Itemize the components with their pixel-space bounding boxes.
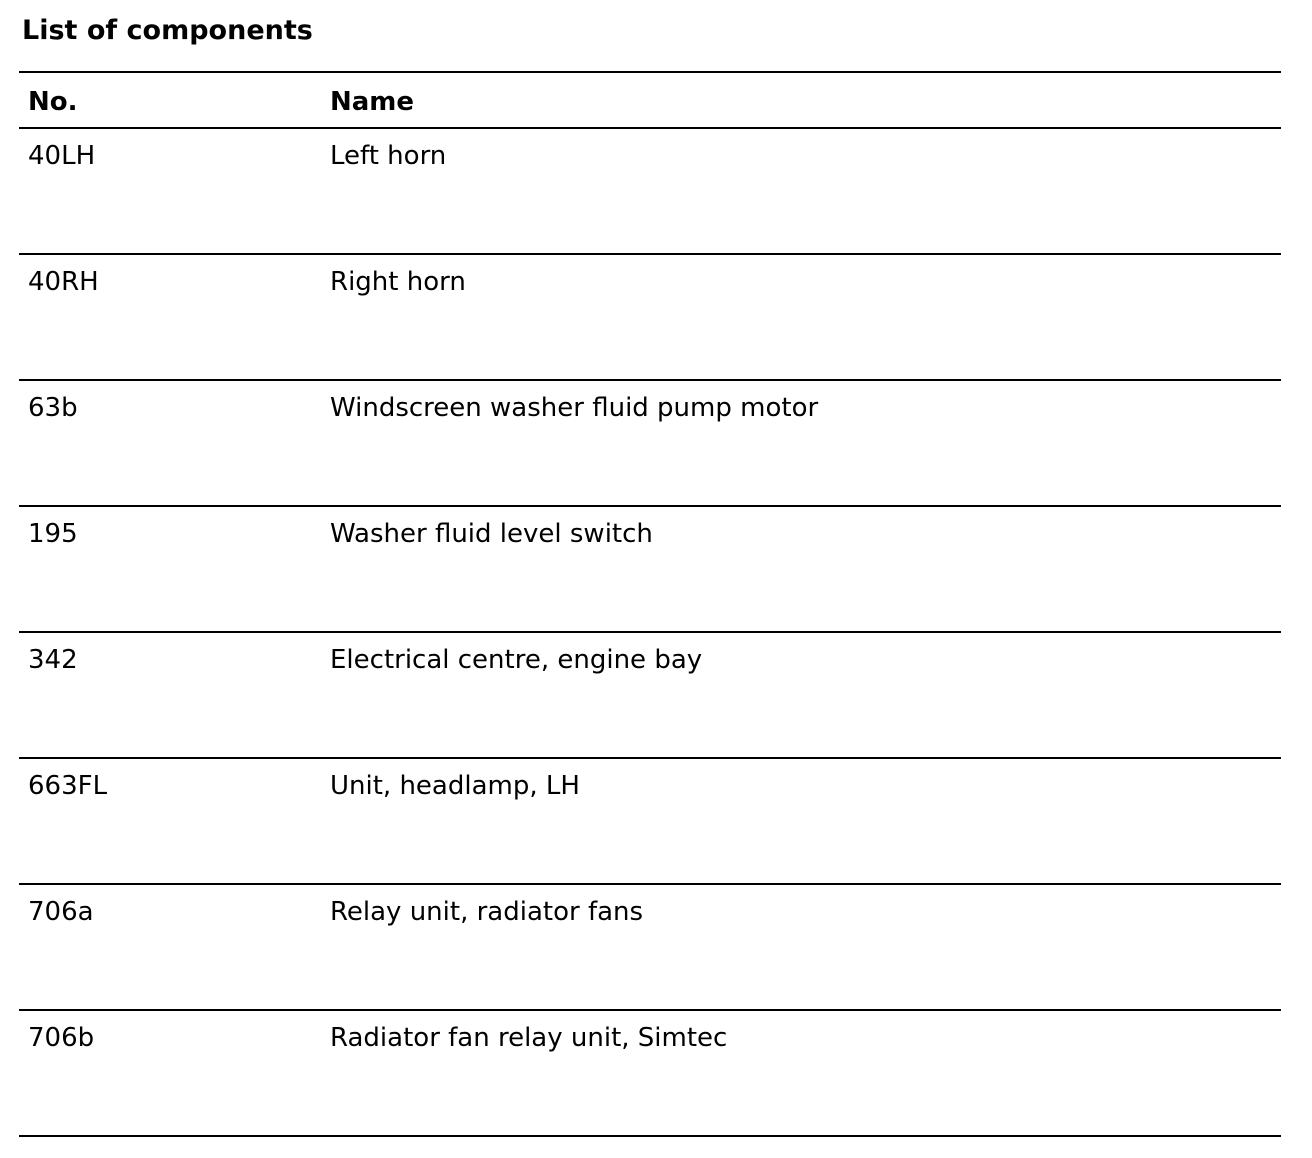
component-number: 706a [19, 884, 321, 1010]
component-number: 40RH [19, 254, 321, 380]
table-row [19, 128, 1281, 254]
table-header [19, 72, 1281, 128]
header-row [19, 72, 1281, 128]
table-row [19, 1010, 1281, 1136]
table-row [19, 632, 1281, 758]
table-row [19, 506, 1281, 632]
component-name: Relay unit, radiator fans [321, 884, 1281, 1010]
components-table [19, 71, 1281, 1137]
column-header-name: Name [321, 72, 1281, 128]
component-number: 342 [19, 632, 321, 758]
component-number: 663FL [19, 758, 321, 884]
page-title: List of components [22, 15, 313, 46]
table-row [19, 758, 1281, 884]
component-number: 63b [19, 380, 321, 506]
component-name: Electrical centre, engine bay [321, 632, 1281, 758]
component-name: Unit, headlamp, LH [321, 758, 1281, 884]
component-name: Windscreen washer fluid pump motor [321, 380, 1281, 506]
table-row [19, 884, 1281, 1010]
component-number: 40LH [19, 128, 321, 254]
component-name: Washer fluid level switch [321, 506, 1281, 632]
component-name: Radiator fan relay unit, Simtec [321, 1010, 1281, 1136]
table-row [19, 380, 1281, 506]
component-name: Left horn [321, 128, 1281, 254]
table-body [19, 128, 1281, 1136]
component-number: 195 [19, 506, 321, 632]
component-number: 706b [19, 1010, 321, 1136]
column-header-no: No. [19, 72, 321, 128]
component-name: Right horn [321, 254, 1281, 380]
table-row [19, 254, 1281, 380]
